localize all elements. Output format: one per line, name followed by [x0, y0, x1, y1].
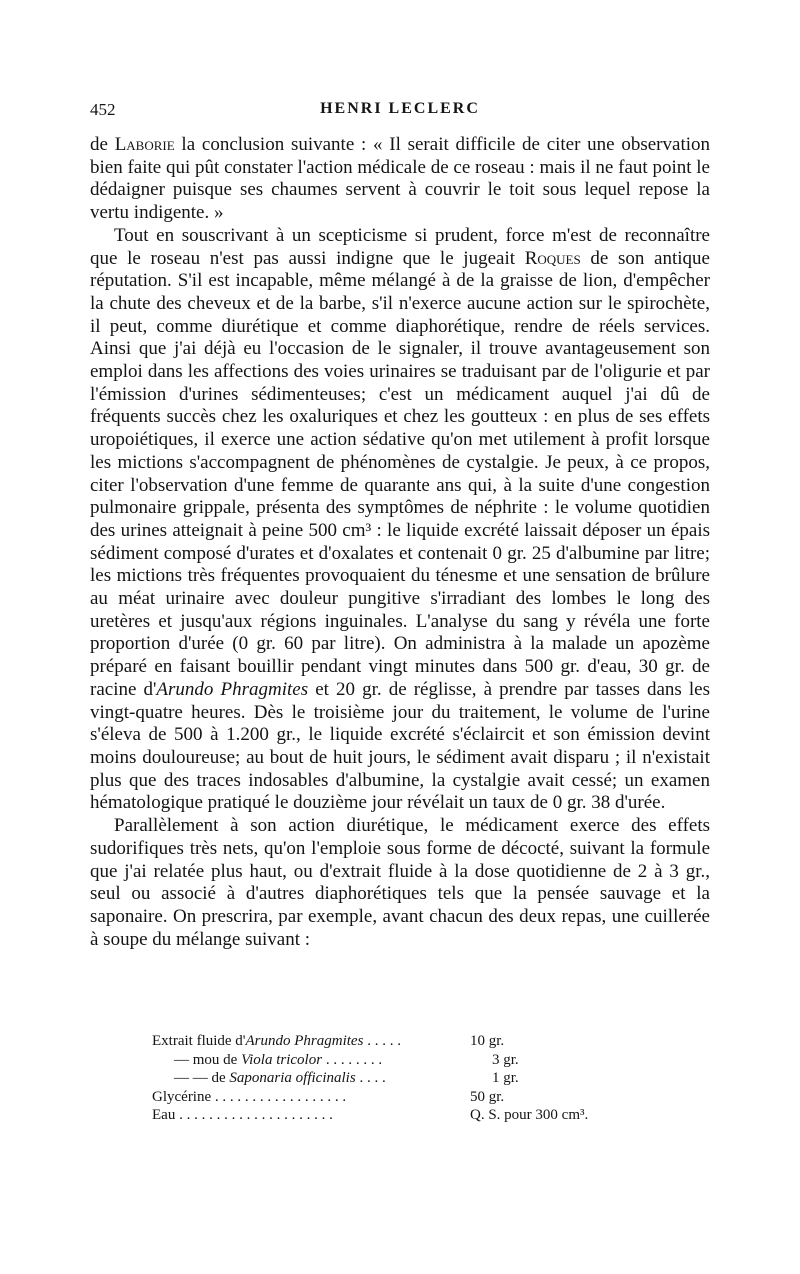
body-text: [90, 134, 710, 951]
ingredient-quantity: 1 gr.: [492, 1070, 519, 1086]
ingredient-prefix: Extrait fluide d': [152, 1033, 246, 1049]
paragraph-3: Parallèlement à son action diurétique, le médicament exerce des effets sudorifiques très nets, qu'on l'emploie sous forme de décocté, suivant la formule que j'ai relatée plus haut, ou d'extrait fluide à la dose quotidienne de 2 à 3 gr., seul ou associé à d'autres diaphorétiques tels que la pensée sauvage et la saponaire. On prescrira, par exemple, avant chacun des deux repas, une cuillerée à soupe du mélange suivant :: [90, 815, 710, 950]
paragraph-2: [90, 225, 710, 815]
author-name-laborie: Laborie: [114, 134, 175, 155]
p2-text-c: de son antique réputation. S'il est incapable, même mélangé à de la graisse de lion, d'empêcher la chute des cheveux et de la barbe, s'il n'exerce aucune action sur le spirochète, il peut, comme diurétique et comme diaphorétique, rendre de réels services. Ainsi que j'ai déjà eu l'occasion de le signaler, il trouve avantageusement son emploi dans les affections des voies urinaires se traduisant par de l'oligurie et par l'émission d'urines sédimenteuses; c'est un médicament auquel j'ai dû de fréquents succès chez les oxaluriques et chez les goutteux : en plus de ses effets uropoiétiques, il exerce une action sédative qu'on met utilement à profit lorsque les mictions s'accompagnent de phénomènes de cystalgie. Je peux, à ce propos, citer l'observation d'une femme de quarante ans qui, à la suite d'une congestion pulmonaire grippale, présenta des symptômes de néphrite : le volume quotidien des urines atteignait à peine 500 cm³ : le liquide excrété laissait déposer un épais sédiment composé d'urates et d'oxalates et contenait 0 gr. 25 d'albumine par litre; les mictions très fréquentes provoquaient du ténesme et une sensation de brûlure au méat urinaire avec douleur pungitive s'irradiant des lombes le long des uretères et jusqu'aux régions inguinales. L'analyse du sang y révéla une forte proportion d'urée (0 gr. 60 par litre). On administra à la malade un apozème préparé en faisant bouillir pendant vingt minutes dans 500 gr. d'eau, 30 gr. de racine d': [90, 247, 710, 700]
recipe-row: [152, 1069, 652, 1088]
ingredient-prefix: Glycérine: [152, 1088, 212, 1105]
leader-dots: . . . . . . . .: [322, 1051, 383, 1068]
ingredient-species: Saponaria officinalis: [229, 1070, 356, 1086]
p2-text-a: Tout en souscrivant à un scepticisme si prudent, force m'est de reconnaître que le roseau n'est pas aussi indigne que le jugeait: [90, 224, 710, 269]
ingredient-quantity: 10 gr.: [470, 1033, 505, 1049]
leader-dots: . . . . .: [363, 1033, 401, 1049]
recipe-row: [152, 1051, 652, 1070]
recipe-row: [152, 1106, 652, 1125]
ingredient-prefix: Eau: [152, 1107, 176, 1123]
p1-text-c: la conclusion suivante : « Il serait difficile de citer une observation bien faite qui pût constater l'action médicale de ce roseau : mais il ne faut point le dédaigner puisque ses chaumes servent à couvrir le toit sous lequel repose la vertu indigente. »: [90, 134, 711, 224]
recipe-row: [152, 1088, 652, 1107]
page-number: 452: [90, 100, 116, 119]
recipe-row: [152, 1032, 652, 1051]
ingredient-prefix: — mou de: [174, 1051, 242, 1068]
ingredient-species: Viola tricolor: [241, 1051, 323, 1068]
p1-text-a: de: [90, 134, 115, 155]
ingredient-quantity: Q. S. pour 300 cm³.: [470, 1107, 589, 1123]
species-name: Arundo Phragmites: [156, 678, 309, 700]
ingredient-species: Arundo Phragmites: [245, 1033, 364, 1049]
leader-dots: . . . . . . . . . . . . . . . . . .: [211, 1088, 347, 1105]
page-header: [90, 100, 710, 126]
leader-dots: . . . .: [355, 1070, 386, 1086]
author-name-roques: Roques: [524, 247, 581, 269]
running-title: HENRI LECLERC: [320, 100, 480, 117]
paragraph-1: [90, 134, 710, 225]
ingredient-prefix: — — de: [174, 1070, 230, 1086]
leader-dots: . . . . . . . . . . . . . . . . . . . . .: [175, 1107, 333, 1123]
recipe-list: [152, 1032, 652, 1125]
ingredient-quantity: 3 gr.: [492, 1051, 519, 1068]
p2-text-e: et 20 gr. de réglisse, à prendre par tasses dans les vingt-quatre heures. Dès le troisième jour du traitement, le volume de l'urine s'éleva de 500 à 1.200 gr., le liquide excrété s'éclaircit et son émission devint moins douloureuse; au bout de huit jours, le sédiment avait disparu ; il n'existait plus que des traces indosables d'albumine, la cystalgie avait cessé; un examen hématologique pratiqué le douzième jour révélait un taux de 0 gr. 38 d'urée.: [90, 678, 711, 814]
ingredient-quantity: 50 gr.: [470, 1088, 505, 1105]
